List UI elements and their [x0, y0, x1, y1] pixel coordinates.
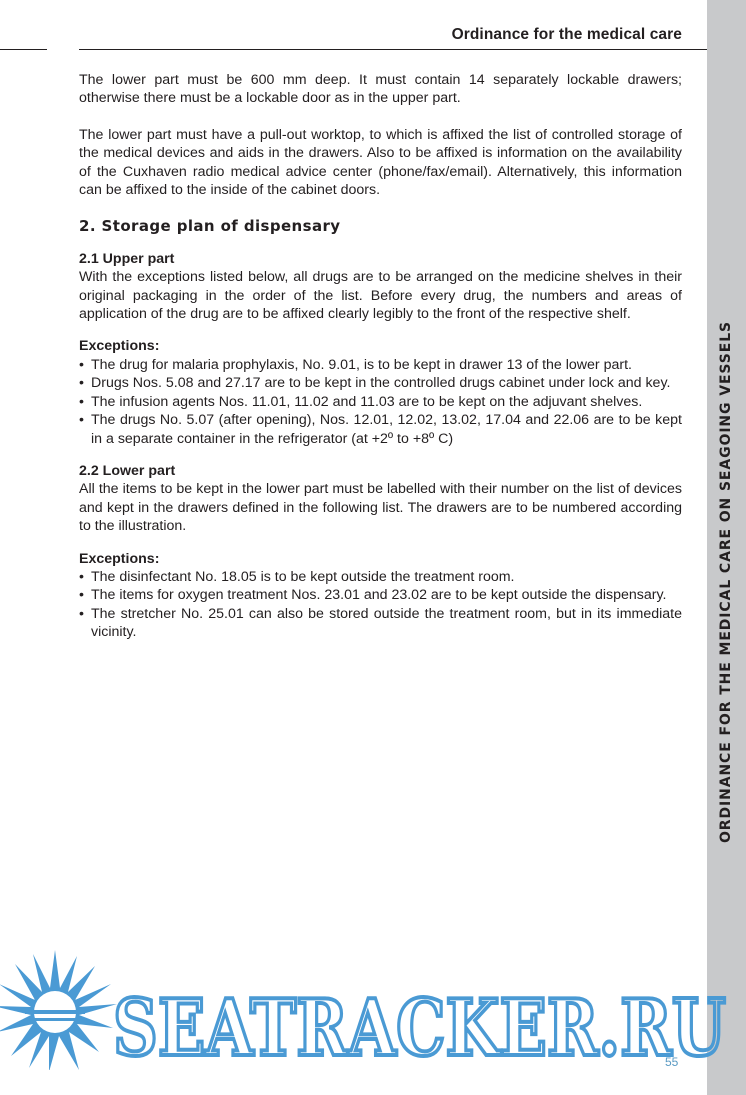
paragraph-lower-part-depth: The lower part must be 600 mm deep. It must contain 14 separately lockable drawers; otherwise there must be a lockable door as in the upper part. — [79, 72, 682, 107]
list-item: • The disinfectant No. 18.05 is to be kept outside the treatment room. — [79, 568, 682, 586]
paragraph-pull-out-worktop: The lower part must have a pull-out worktop, to which is affixed the list of controlled storage of the medical devices and aids in the drawers. Also to be affixed is information on the availability of the Cuxhaven radio medical advice center (phone/fax/email). Alternatively, this information can be affixed to the inside of the cabinet doors. — [79, 126, 682, 199]
page-number: 55 — [665, 1055, 679, 1069]
page-header-title: Ordinance for the medical care — [451, 26, 682, 43]
list-item: • The stretcher No. 25.01 can also be stored outside the treatment room, but in its immediate vicinity. — [79, 605, 682, 642]
subsection-title-upper-part: 2.1 Upper part — [79, 250, 175, 267]
watermark-logo — [0, 930, 746, 1070]
list-item: • The drugs No. 5.07 (after opening), Nos. 12.01, 12.02, 13.02, 17.04 and 22.06 are to be kept in a separate container in the refrigerator (at +2º to +8º C) — [79, 411, 682, 448]
sun-icon — [0, 950, 117, 1070]
section-title: 2. Storage plan of dispensary — [79, 217, 341, 236]
list-item: • The drug for malaria prophylaxis, No. 9.01, is to be kept in drawer 13 of the lower part. — [79, 356, 682, 374]
exceptions-list-upper — [79, 356, 682, 448]
list-item: • The items for oxygen treatment Nos. 23.01 and 23.02 are to be kept outside the dispensary. — [79, 586, 682, 604]
header-rule — [79, 49, 707, 50]
exceptions-heading-lower: Exceptions: — [79, 550, 160, 567]
exceptions-list-lower — [79, 568, 682, 642]
watermark-text: SEATRACKER.RU — [113, 983, 726, 1070]
list-item: • Drugs Nos. 5.08 and 27.17 are to be kept in the controlled drugs cabinet under lock and key. — [79, 374, 682, 392]
list-item: • The infusion agents Nos. 11.01, 11.02 and 11.03 are to be kept on the adjuvant shelves. — [79, 393, 682, 411]
header-rule-left — [0, 49, 47, 50]
paragraph-lower-part: All the items to be kept in the lower part must be labelled with their number on the list of devices and kept in the drawers defined in the following list. The drawers are to be numbered according to the illustration. — [79, 481, 682, 535]
page-content — [79, 71, 682, 642]
side-tab-text: ORDINANCE FOR THE MEDICAL CARE ON SEAGOING VESSELS — [718, 320, 734, 844]
exceptions-heading-upper: Exceptions: — [79, 338, 160, 355]
paragraph-upper-part: With the exceptions listed below, all drugs are to be arranged on the medicine shelves in their original packaging in the order of the list. Before every drug, the numbers and areas of application of the drug are to be affixed clearly legibly to the front of the respective shelf. — [79, 269, 682, 323]
subsection-title-lower-part: 2.2 Lower part — [79, 462, 176, 479]
